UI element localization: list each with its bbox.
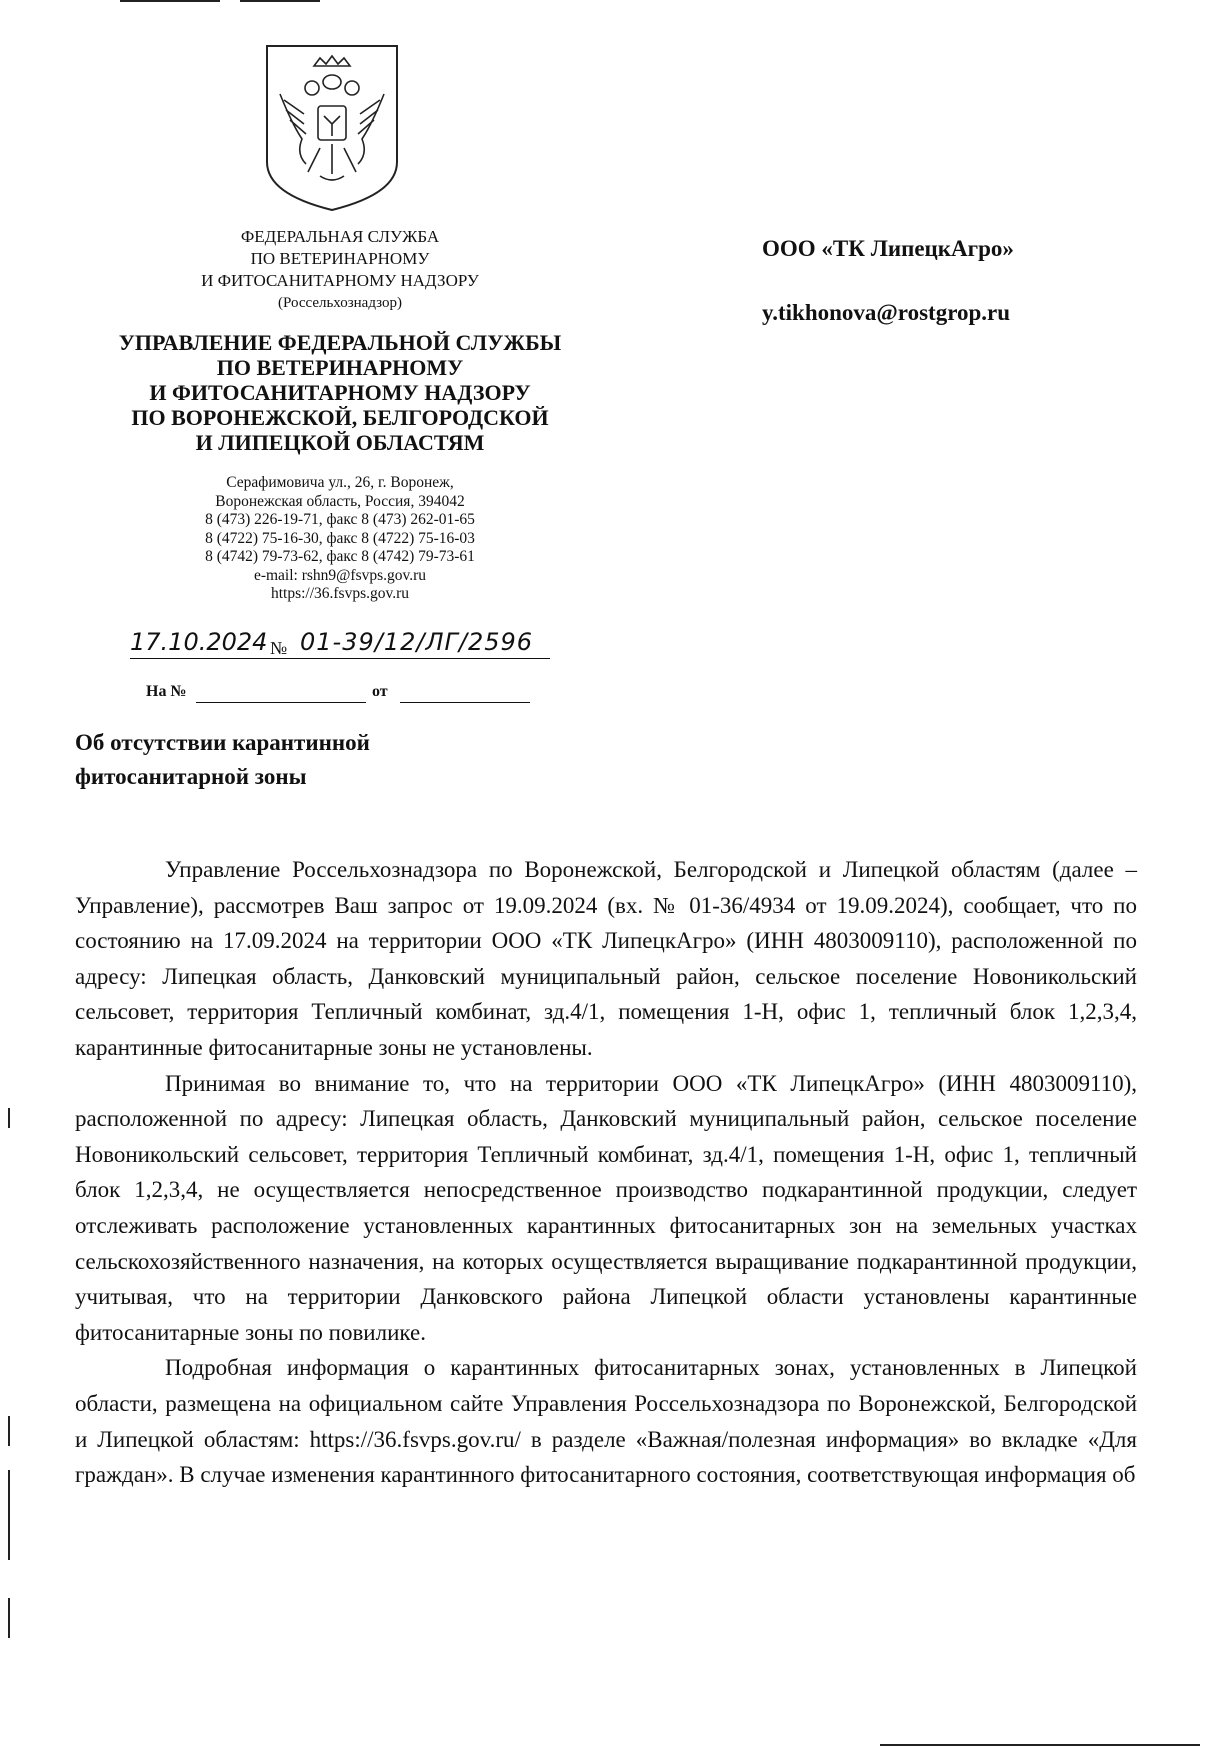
address-line: Серафимовича ул., 26, г. Воронеж,	[226, 474, 454, 491]
department-line: ПО ВОРОНЕЖСКОЙ, БЕЛГОРОДСКОЙ	[131, 405, 549, 430]
department-line: ПО ВЕТЕРИНАРНОМУ	[216, 355, 464, 380]
contacts-block	[60, 474, 620, 604]
address-line: Воронежская область, Россия, 394042	[215, 492, 465, 510]
department-name-block	[60, 330, 620, 455]
reference-number-blank	[196, 702, 366, 703]
scan-edge-line	[240, 0, 320, 2]
registration-number-label: №	[270, 638, 288, 658]
registration-date: 17.10.2024	[130, 628, 268, 656]
department-line: И ЛИПЕЦКОЙ ОБЛАСТЯМ	[195, 430, 485, 455]
reference-line	[146, 683, 566, 711]
email-line: e-mail: rshn9@fsvps.gov.ru	[253, 566, 427, 584]
website-line: https://36.fsvps.gov.ru	[270, 585, 410, 602]
agency-line: И ФИТОСАНИТАРНОМУ НАДЗОРУ	[201, 271, 479, 290]
reference-date-label: от	[372, 683, 388, 700]
scan-edge-line	[880, 1744, 1200, 1746]
reference-number-label: На №	[146, 683, 187, 700]
body-paragraph: Принимая во внимание то, что на территории ООО «ТК ЛипецкАгро» (ИНН 4803009110), расположенной по адресу: Липецкая область, Данковский муниципальный район, сельское поселение Новоникольский сельсовет, территория Тепличный комбинат, зд.4/1, помещения 1-Н, офис 1, тепличный блок 1,2,3,4, не осуществляется непосредственное производство подкарантинной продукции, следует отслеживать расположение установленных карантинных фитосанитарных зон на земельных участках сельскохозяйственного назначения, на которых осуществляется выращивание подкарантинной продукции, учитывая, что на территории Данковского района Липецкой области установлены карантинные фитосанитарные зоны по повилике.	[75, 1070, 1137, 1345]
agency-line: ФЕДЕРАЛЬНАЯ СЛУЖБА	[240, 227, 440, 246]
agency-line: ПО ВЕТЕРИНАРНОМУ	[250, 249, 430, 268]
scan-margin-mark	[8, 1108, 10, 1128]
agency-name-block	[60, 226, 620, 314]
registration-line	[130, 628, 580, 662]
body-paragraph: Управление Россельхознадзора по Воронежской, Белгородской и Липецкой областям (далее – Управление), рассмотрев Ваш запрос от 19.09.2024 (вх. № 01-36/4934 от 19.09.2024), сообщает, что по состоянию на 17.09.2024 на территории ООО «ТК ЛипецкАгро» (ИНН 4803009110), расположенной по адресу: Липецкая область, Данковский муниципальный район, сельское поселение Новоникольский сельсовет, территория Тепличный комбинат, зд.4/1, помещения 1-Н, офис 1, тепличный блок 1,2,3,4, карантинные фитосанитарные зоны не установлены.	[75, 857, 1137, 1060]
scan-edge-line	[120, 0, 220, 2]
registration-underline	[130, 658, 550, 659]
scan-margin-mark	[8, 1470, 10, 1560]
addressee-name: ООО «ТК ЛипецкАгро»	[762, 236, 1014, 261]
department-line: УПРАВЛЕНИЕ ФЕДЕРАЛЬНОЙ СЛУЖБЫ	[118, 330, 562, 355]
scan-margin-mark	[8, 1598, 10, 1638]
phone-line: 8 (4722) 75-16-30, факс 8 (4722) 75-16-03	[205, 529, 475, 547]
addressee-email: y.tikhonova@rostgrop.ru	[762, 300, 1011, 325]
phone-line: 8 (473) 226-19-71, факс 8 (473) 262-01-65	[205, 511, 475, 528]
letter-body	[75, 852, 1137, 1493]
subject-line: Об отсутствии карантинной	[75, 730, 370, 755]
registration-number: 01-39/12/ЛГ/2596	[300, 628, 534, 656]
letter-subject	[75, 726, 370, 794]
reference-date-blank	[400, 702, 530, 703]
body-paragraph: Подробная информация о карантинных фитосанитарных зонах, установленных в Липецкой области, размещена на официальном сайте Управления Россельхознадзора по Воронежской, Белгородской и Липецкой областям: https://36.fsvps.gov.ru/ в разделе «Важная/полезная информация» во вкладке «Для граждан». В случае изменения карантинного фитосанитарного состояния, соответствующая информация об	[75, 1355, 1137, 1488]
department-line: И ФИТОСАНИТАРНОМУ НАДЗОРУ	[149, 380, 531, 405]
subject-line: фитосанитарной зоны	[75, 764, 307, 789]
coat-of-arms-emblem	[262, 44, 402, 214]
phone-line: 8 (4742) 79-73-62, факс 8 (4742) 79-73-61	[205, 548, 475, 565]
agency-short-name: (Россельхознадзор)	[277, 295, 402, 311]
scan-margin-mark	[8, 1416, 10, 1446]
